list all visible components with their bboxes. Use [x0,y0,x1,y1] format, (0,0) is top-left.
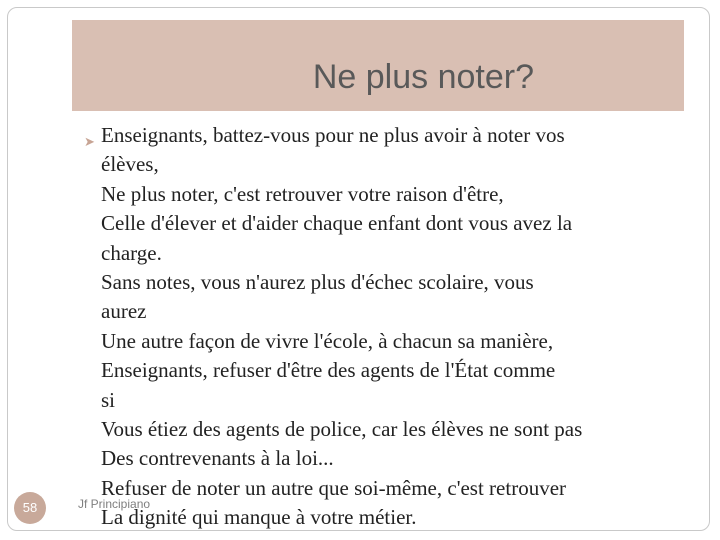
body-line: charge. [101,240,162,265]
body-line: Enseignants, battez-vous pour ne plus avoir à noter vos [101,123,565,147]
slide-title: Ne plus noter? [312,58,534,96]
body-line: Vous étiez des agents de police, car les élèves ne sont pas [101,417,583,442]
body-line: Des contrevenants à la loi... [101,446,334,471]
body-line: aurez [101,299,147,324]
body-line: Enseignants, refuser d'être des agents de l'État comme [101,358,556,383]
body-line: Refuser de noter un autre que soi-même, c'est retrouver [101,475,567,500]
body-line: Une autre façon de vivre l'école, à chacun sa manière, [101,328,554,353]
title-band [72,20,684,111]
body-line: si [101,387,116,412]
body-line: Sans notes, vous n'aurez plus d'échec scolaire, vous [101,270,534,295]
slide-body [84,121,691,533]
body-line: élèves, [101,152,159,177]
body-line: Celle d'élever et d'aider chaque enfant dont vous avez la [101,211,573,236]
body-line: Ne plus noter, c'est retrouver votre raison d'être, [101,181,504,206]
curved-arrow-bullet-icon: ➤ [84,134,95,149]
slide-number-badge: 58 [14,492,46,524]
body-line: La dignité qui manque à votre métier. [101,505,417,530]
footer-author: Jf Principiano [78,497,151,511]
